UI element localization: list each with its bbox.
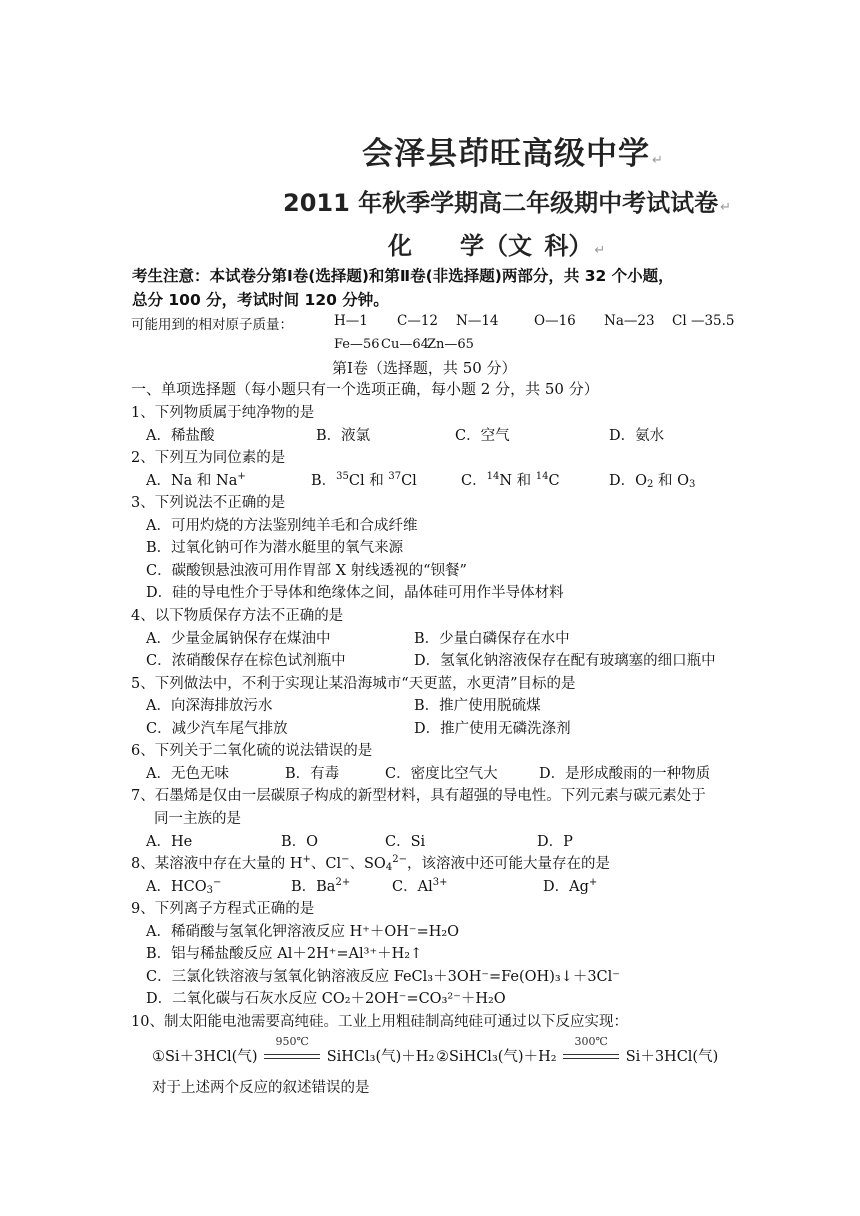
q3-option-c: C．碳酸钡悬浊液可用作胃部 X 射线透视的“钡餐”	[146, 563, 467, 579]
atomic-mass-label: 可能用到的相对原子质量：	[131, 317, 293, 333]
q6-option-c: C．密度比空气大	[385, 766, 498, 782]
q7-option-a: A．He	[146, 834, 193, 850]
q4-option-b: B．少量白磷保存在水中	[414, 631, 570, 647]
reaction-arrow-1: 950℃	[264, 1047, 320, 1067]
q10-follow-up: 对于上述两个反应的叙述错误的是	[152, 1080, 370, 1096]
q2-stem: 2、下列互为同位素的是	[131, 450, 286, 466]
q6-option-a: A．无色无味	[146, 766, 229, 782]
q1-option-c: C．空气	[455, 428, 510, 444]
q2-option-b: B．$^{35}$Cl 和 $^{37}$Cl	[311, 471, 417, 489]
q5-option-d: D．推广使用无磷洗涤剂	[414, 721, 571, 737]
q8-option-b: B．$Ba^{2+}$	[291, 877, 351, 895]
atomic-mass-c: C—12	[397, 313, 439, 329]
q1-option-a: A．稀盐酸	[146, 428, 215, 444]
subject-title: 化 学（文 科） ↵	[388, 232, 606, 260]
q9-option-b: B．铝与稀盐酸反应 Al＋2H⁺=Al³⁺＋H₂↑	[146, 946, 423, 962]
q5-option-b: B．推广使用脱硫煤	[414, 698, 541, 714]
q4-option-d: D．氢氧化钠溶液保存在配有玻璃塞的细口瓶中	[414, 653, 716, 669]
atomic-mass-fe: Fe—56	[334, 337, 380, 352]
part1-title: 第Ⅰ卷（选择题，共 50 分）	[332, 359, 517, 377]
q9-stem: 9、下列离子方程式正确的是	[131, 901, 315, 917]
atomic-mass-cu: Cu—64	[381, 337, 429, 352]
q1-option-b: B．液氯	[316, 428, 371, 444]
q10-reaction-2: ②SiHCl₃(气)＋H₂ 300℃ Si＋3HCl(气)	[436, 1035, 719, 1065]
school-name: 会泽县茚旺高级中学 ↵	[362, 136, 664, 172]
q3-option-d: D．硅的导电性介于导体和绝缘体之间，晶体硅可用作半导体材料	[146, 585, 564, 601]
q2-option-a: A．Na 和 Na+	[146, 471, 246, 489]
q7-option-d: D．P	[537, 834, 573, 850]
q6-option-d: D．是形成酸雨的一种物质	[539, 766, 711, 782]
q7-stem-line-1: 7、石墨烯是仅由一层碳原子构成的新型材料，具有超强的导电性。下列元素与碳元素处于	[131, 788, 706, 804]
q6-stem: 6、下列关于二氧化硫的说法错误的是	[131, 743, 373, 759]
q5-option-a: A．向深海排放污水	[146, 698, 273, 714]
q1-option-d: D．氨水	[609, 428, 665, 444]
q8-stem: 8、某溶液中存在大量的 H+、Cl−、$SO_4^{2-}$，该溶液中还可能大量存在的是	[131, 854, 610, 873]
q7-option-b: B．O	[281, 834, 319, 850]
q10-stem: 10、制太阳能电池需要高纯硅。工业上用粗硅制高纯硅可通过以下反应实现：	[131, 1014, 628, 1030]
exam-title: 2011 年秋季学期高二年级期中考试试卷 ↵	[283, 189, 732, 217]
q10-reaction-1: ①Si＋3HCl(气) 950℃ SiHCl₃(气)＋H₂	[152, 1035, 435, 1065]
atomic-mass-zn: Zn—65	[427, 337, 474, 352]
q8-option-a: A．$HCO_3^-$	[146, 877, 222, 896]
atomic-mass-cl: Cl —35.5	[672, 313, 735, 329]
q9-option-a: A．稀硝酸与氢氧化钾溶液反应 H⁺＋OH⁻=H₂O	[146, 924, 460, 940]
atomic-mass-h: H—1	[334, 313, 368, 329]
q1-stem: 1、下列物质属于纯净物的是	[131, 405, 315, 421]
q2-option-c: C．$^{14}$N 和 $^{14}$C	[461, 471, 560, 489]
q4-option-c: C．浓硝酸保存在棕色试剂瓶中	[146, 653, 346, 669]
q3-option-b: B．过氧化钠可作为潜水艇里的氧气来源	[146, 540, 404, 556]
notice-line-1: 考生注意：本试卷分第Ⅰ卷(选择题)和第Ⅱ卷(非选择题)两部分，共 32 个小题，	[132, 267, 674, 285]
q7-option-c: C．Si	[385, 834, 426, 850]
q3-option-a: A．可用灼烧的方法鉴别纯羊毛和合成纤维	[146, 518, 418, 534]
q9-option-c: C．三氯化铁溶液与氢氧化钠溶液反应 FeCl₃＋3OH⁻=Fe(OH)₃↓＋3Cl⁻	[146, 969, 620, 985]
q5-option-c: C．减少汽车尾气排放	[146, 721, 288, 737]
atomic-mass-o: O—16	[534, 313, 576, 329]
q5-stem: 5、下列做法中，不利于实现让某沿海城市“天更蓝，水更清”目标的是	[131, 676, 576, 692]
q4-stem: 4、以下物质保存方法不正确的是	[131, 608, 344, 624]
q7-stem-line-2: 同一主族的是	[154, 811, 241, 827]
q3-stem: 3、下列说法不正确的是	[131, 495, 286, 511]
q6-option-b: B．有毒	[285, 766, 340, 782]
section1-title: 一、单项选择题（每小题只有一个选项正确，每小题 2 分，共 50 分）	[131, 380, 599, 398]
notice-line-2: 总分 100 分，考试时间 120 分钟。	[132, 291, 389, 309]
atomic-mass-n: N—14	[456, 313, 499, 329]
q4-option-a: A．少量金属钠保存在煤油中	[146, 631, 331, 647]
q8-option-c: C．$Al^{3+}$	[392, 877, 448, 895]
reaction-arrow-2: 300℃	[563, 1047, 619, 1067]
q2-option-d: D．$O_2$ 和 $O_3$	[609, 473, 696, 490]
atomic-mass-na: Na—23	[604, 313, 655, 329]
q8-option-d: D．Ag+	[543, 877, 598, 895]
q9-option-d: D．二氧化碳与石灰水反应 CO₂＋2OH⁻=CO₃²⁻＋H₂O	[146, 991, 506, 1007]
